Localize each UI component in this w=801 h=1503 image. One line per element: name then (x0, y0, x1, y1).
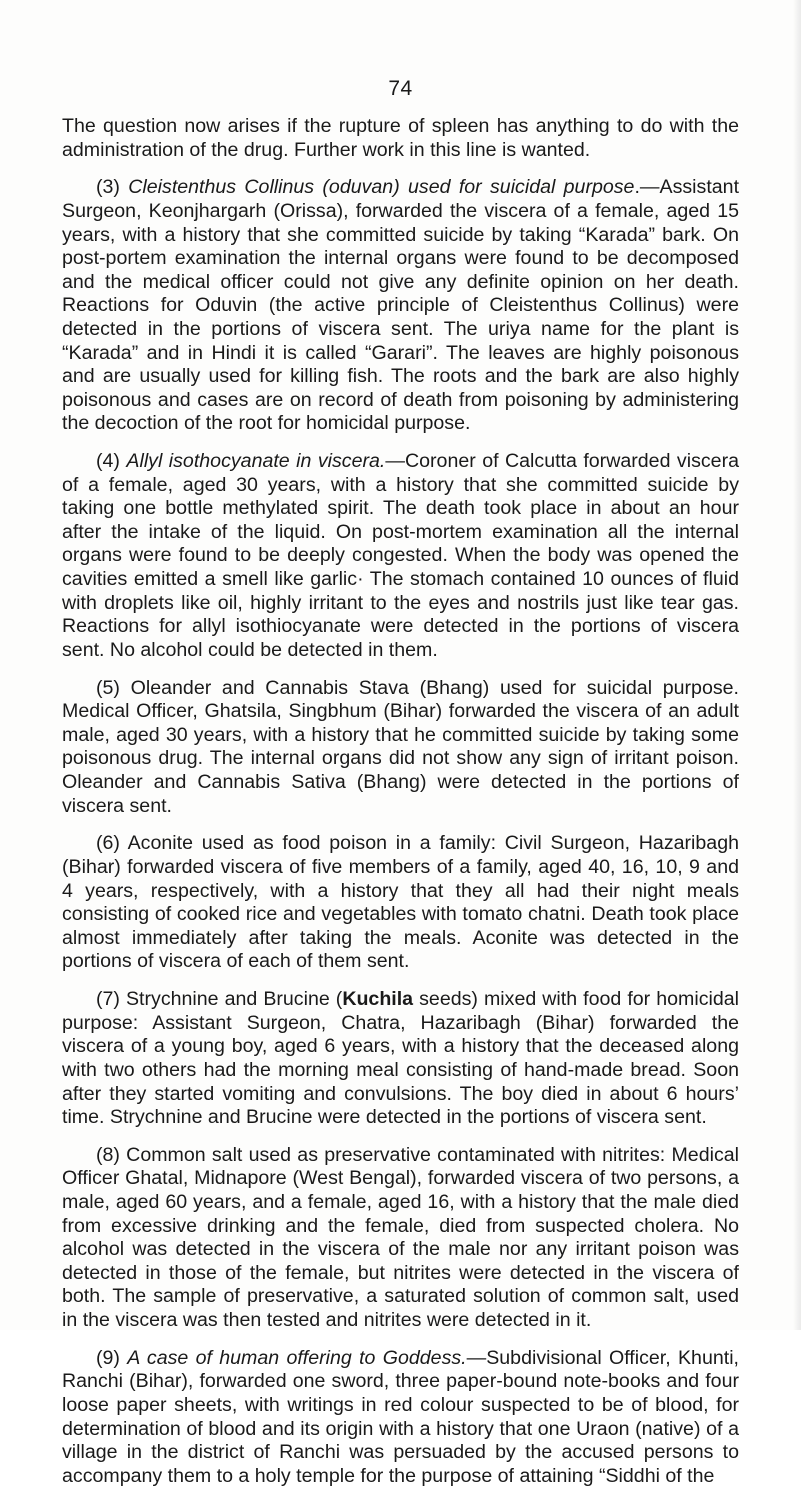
paragraph-case-5 (62, 677, 739, 819)
paragraph-text: The question now arises if the rupture of spleen has anything to do with the administration of the drug. Further work in this line is wanted. (62, 115, 739, 161)
case-heading: Cleistenthus Collinus (oduvan) used for suicidal purpose (128, 176, 635, 199)
paragraph-intro (62, 115, 739, 162)
bold-term: Kuchila (342, 988, 414, 1011)
case-number: (3) (96, 176, 129, 199)
paragraph-text: seeds) mixed with food for homicidal purpose: Assistant Surgeon, Chatra, Hazaribagh (Bihar) forwarded the viscera of a young boy, aged 6 years, with a history that the deceased along with two others had the morning meal consisting of hand-made bread. Soon after they started vomiting and convulsions. The boy died in about 6 hours’ time. Strychnine and Brucine were detected in the portions of viscera sent. (62, 988, 739, 1129)
paragraph-text: (7) Strychnine and Brucine ( (96, 988, 343, 1011)
page-edge-shadow (793, 0, 801, 1330)
paragraph-text: —Subdivisional Officer, Khunti, Ranchi (Bihar), forwarded one sword, three paper-bound note-books and four loose paper sheets, with writings in red colour suspected to be of blood, for determination of blood and its origin with a history that one Uraon (native) of a village in the district of Ranchi was persuaded by the accused persons to accompany them to a holy temple for the purpose of attaining “Siddhi of the (62, 1346, 739, 1487)
case-number: (9) (96, 1346, 128, 1369)
paragraph-case-7 (62, 988, 739, 1130)
paragraph-case-8 (62, 1144, 739, 1333)
body-text (62, 115, 739, 1503)
heading-period: . (634, 176, 640, 199)
paragraph-case-3 (62, 176, 739, 436)
paragraph-case-9 (62, 1347, 739, 1489)
paragraph-text: —Assistant Surgeon, Keonjhargarh (Orissa), forwarded the viscera of a female, aged 15 years, with a history that she committed suicide by taking “Karada” bark. On post-portem examination the internal organs were found to be decomposed and the medical officer could not give any definite opinion on her death. Reactions for Oduvin (the active principle of Cleistenthus Collinus) were detected in the portions of viscera sent. The uriya name for the plant is “Karada” and in Hindi it is called “Garari”. The leaves are highly poisonous and are usually used for killing fish. The roots and the bark are also highly poisonous and cases are on record of death from poisoning by administering the decoction of the root for homicidal purpose. (62, 176, 740, 435)
case-heading: A case of human offering to Goddess. (127, 1346, 467, 1369)
case-number: (4) (96, 450, 127, 473)
paragraph-text: (5) Oleander and Cannabis Stava (Bhang) used for suicidal purpose. Medical Officer, Ghatsila, Singbhum (Bihar) forwarded the viscera of an adult male, aged 30 years, with a history that he committed suicide by taking some poisonous drug. The internal organs did not show any sign of irritant poison. Oleander and Cannabis Sativa (Bhang) were detected in the portions of viscera sent. (62, 676, 739, 817)
paragraph-case-6 (62, 832, 739, 974)
paragraph-text: (6) Aconite used as food poison in a family: Civil Surgeon, Hazaribagh (Bihar) forwarded viscera of five members of a family, aged 40, 16, 10, 9 and 4 years, respectively, with a history that they all had their night meals consisting of cooked rice and vegetables with tomato chatni. Death took place almost immediately after taking the meals. Aconite was detected in the portions of viscera of each of them sent. (62, 832, 739, 973)
page-number: 74 (388, 77, 413, 100)
paragraph-text: —Coroner of Calcutta forwarded viscera of a female, aged 30 years, with a history that she committed suicide by taking one bottle methylated spirit. The death took place in about an hour after the intake of the liquid. On post-mortem examination all the internal organs were found to be deeply congested. When the body was opened the cavities emitted a smell like garlic· The stomach contained 10 ounces of fluid with droplets like oil, highly irritant to the eyes and nostrils just like tear gas. Reactions for allyl isothiocyanate were detected in the portions of viscera sent. No alcohol could be detected in them. (62, 450, 739, 661)
case-heading: Allyl isothocyanate in viscera. (126, 450, 386, 473)
paragraph-text: (8) Common salt used as preservative contaminated with nitrites: Medical Officer Ghatal, Midnapore (West Bengal), forwarded viscera of two persons, a male, aged 60 years, and a female, aged 16, with a history that the male died from excessive drinking and the female, died from suspected cholera. No alcohol was detected in the viscera of the male nor any irritant poison was detected in those of the female, but nitrites were detected in the viscera of both. The sample of preservative, a saturated solution of common salt, used in the viscera was then tested and nitrites were detected in it. (62, 1143, 739, 1332)
paragraph-case-4 (62, 450, 739, 662)
